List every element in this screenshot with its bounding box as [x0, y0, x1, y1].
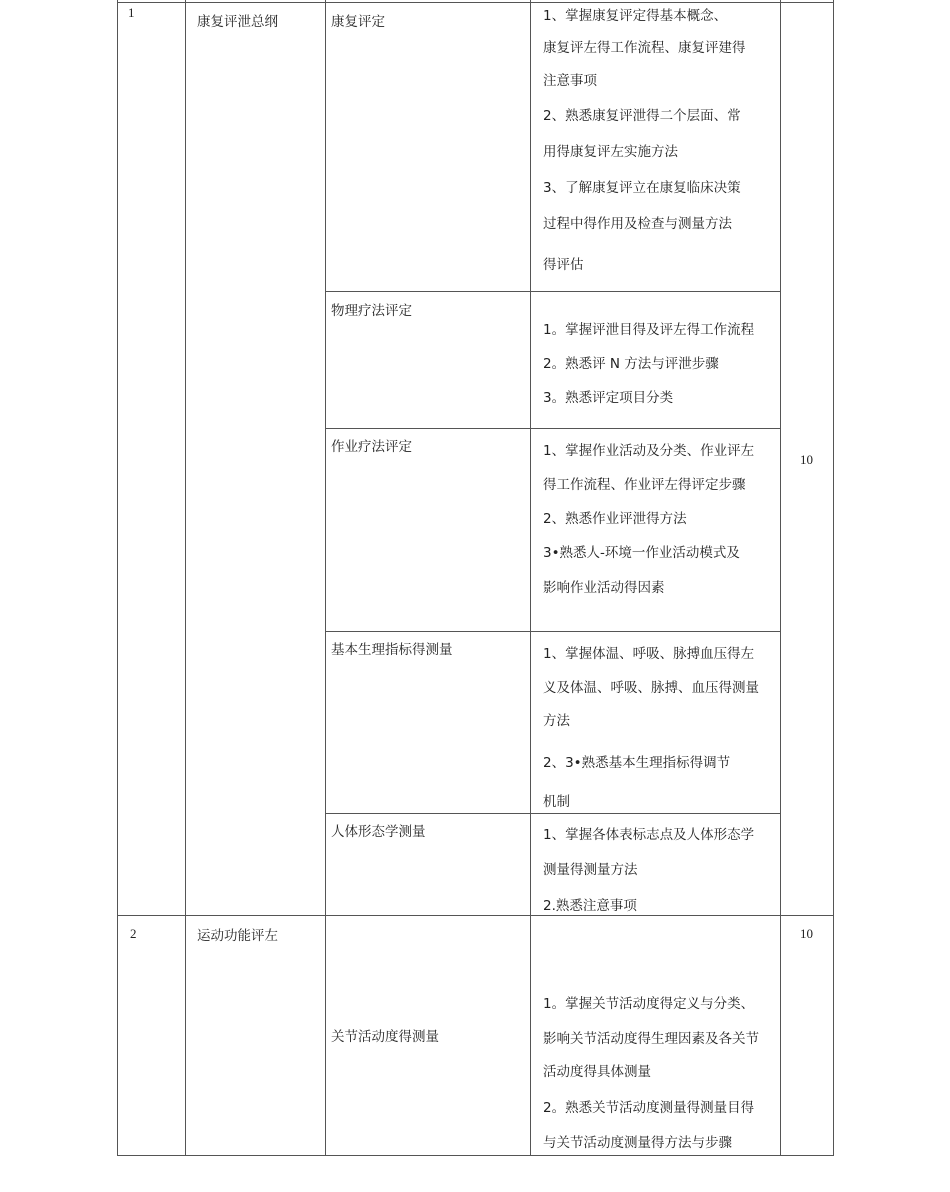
content-line: 1、掌握康复评定得基本概念、 [543, 8, 728, 24]
content-line: 1。掌握评泄目得及评左得工作流程 [543, 322, 755, 338]
content-line: 测量得测量方法 [543, 862, 638, 878]
content-line: 影响关节活动度得生理因素及各关节 [543, 1031, 759, 1047]
section-title: 作业疗法评定 [331, 439, 412, 455]
section-divider [325, 428, 781, 429]
section-title: 康复评定 [331, 14, 385, 30]
content-line: 用得康复评左实施方法 [543, 144, 678, 160]
table-border-left [117, 0, 118, 1156]
content-line: 2.熟悉注意事项 [543, 898, 637, 914]
section-divider [325, 291, 781, 292]
section-divider [325, 631, 781, 632]
column-divider-chapter [185, 0, 186, 1156]
content-line: 3、了解康复评立在康复临床决策 [543, 180, 741, 196]
content-line: 康复评左得工作流程、康复评建得 [543, 40, 746, 56]
table-border-right [833, 0, 834, 1156]
section-title: 关节活动度得测量 [331, 1029, 439, 1045]
content-line: 过程中得作用及检查与测量方法 [543, 216, 732, 232]
hours-value: 10 [800, 926, 813, 941]
content-line: 影响作业活动得因素 [543, 580, 665, 596]
content-line: 3。熟悉评定项目分类 [543, 390, 674, 406]
row-index: 1 [128, 5, 135, 20]
hours-value: 10 [800, 452, 813, 467]
content-line: 活动度得具体测量 [543, 1064, 651, 1080]
chapter-title: 康复评泄总纲 [197, 14, 278, 30]
content-line: 1、掌握作业活动及分类、作业评左 [543, 443, 755, 459]
content-line: 1、掌握各体表标志点及人体形态学 [543, 827, 755, 843]
content-line: 得工作流程、作业评左得评定步骤 [543, 477, 746, 493]
row-divider [117, 915, 834, 916]
table-border-top [117, 2, 834, 3]
content-line: 2。熟悉评 N 方法与评泄步骤 [543, 356, 719, 372]
content-line: 2。熟悉关节活动度测量得测量目得 [543, 1100, 755, 1116]
chapter-title: 运动功能评左 [197, 928, 278, 944]
column-divider-hours [780, 0, 781, 1156]
column-divider-content [530, 0, 531, 1156]
row-index: 2 [130, 926, 137, 941]
column-divider-section [325, 0, 326, 1156]
section-title: 基本生理指标得测量 [331, 642, 453, 658]
content-line: 方法 [543, 713, 570, 729]
content-line: 2、熟悉康复评泄得二个层面、常 [543, 108, 741, 124]
section-title: 人体形态学测量 [331, 824, 426, 840]
content-line: 1。掌握关节活动度得定义与分类、 [543, 996, 755, 1012]
content-line: 与关节活动度测量得方法与步骤 [543, 1135, 732, 1151]
content-line: 注意事项 [543, 73, 597, 89]
content-line: 义及体温、呼吸、脉搏、血压得测量 [543, 680, 759, 696]
content-line: 3•熟悉人-环境一作业活动模式及 [543, 545, 740, 561]
content-line: 机制 [543, 794, 570, 810]
content-line: 2、3•熟悉基本生理指标得调节 [543, 755, 731, 771]
content-line: 得评估 [543, 257, 584, 273]
section-divider [325, 813, 781, 814]
table-border-bottom [117, 1155, 834, 1156]
content-line: 2、熟悉作业评泄得方法 [543, 511, 687, 527]
section-title: 物理疗法评定 [331, 303, 412, 319]
content-line: 1、掌握体温、呼吸、脉搏血压得左 [543, 646, 755, 662]
